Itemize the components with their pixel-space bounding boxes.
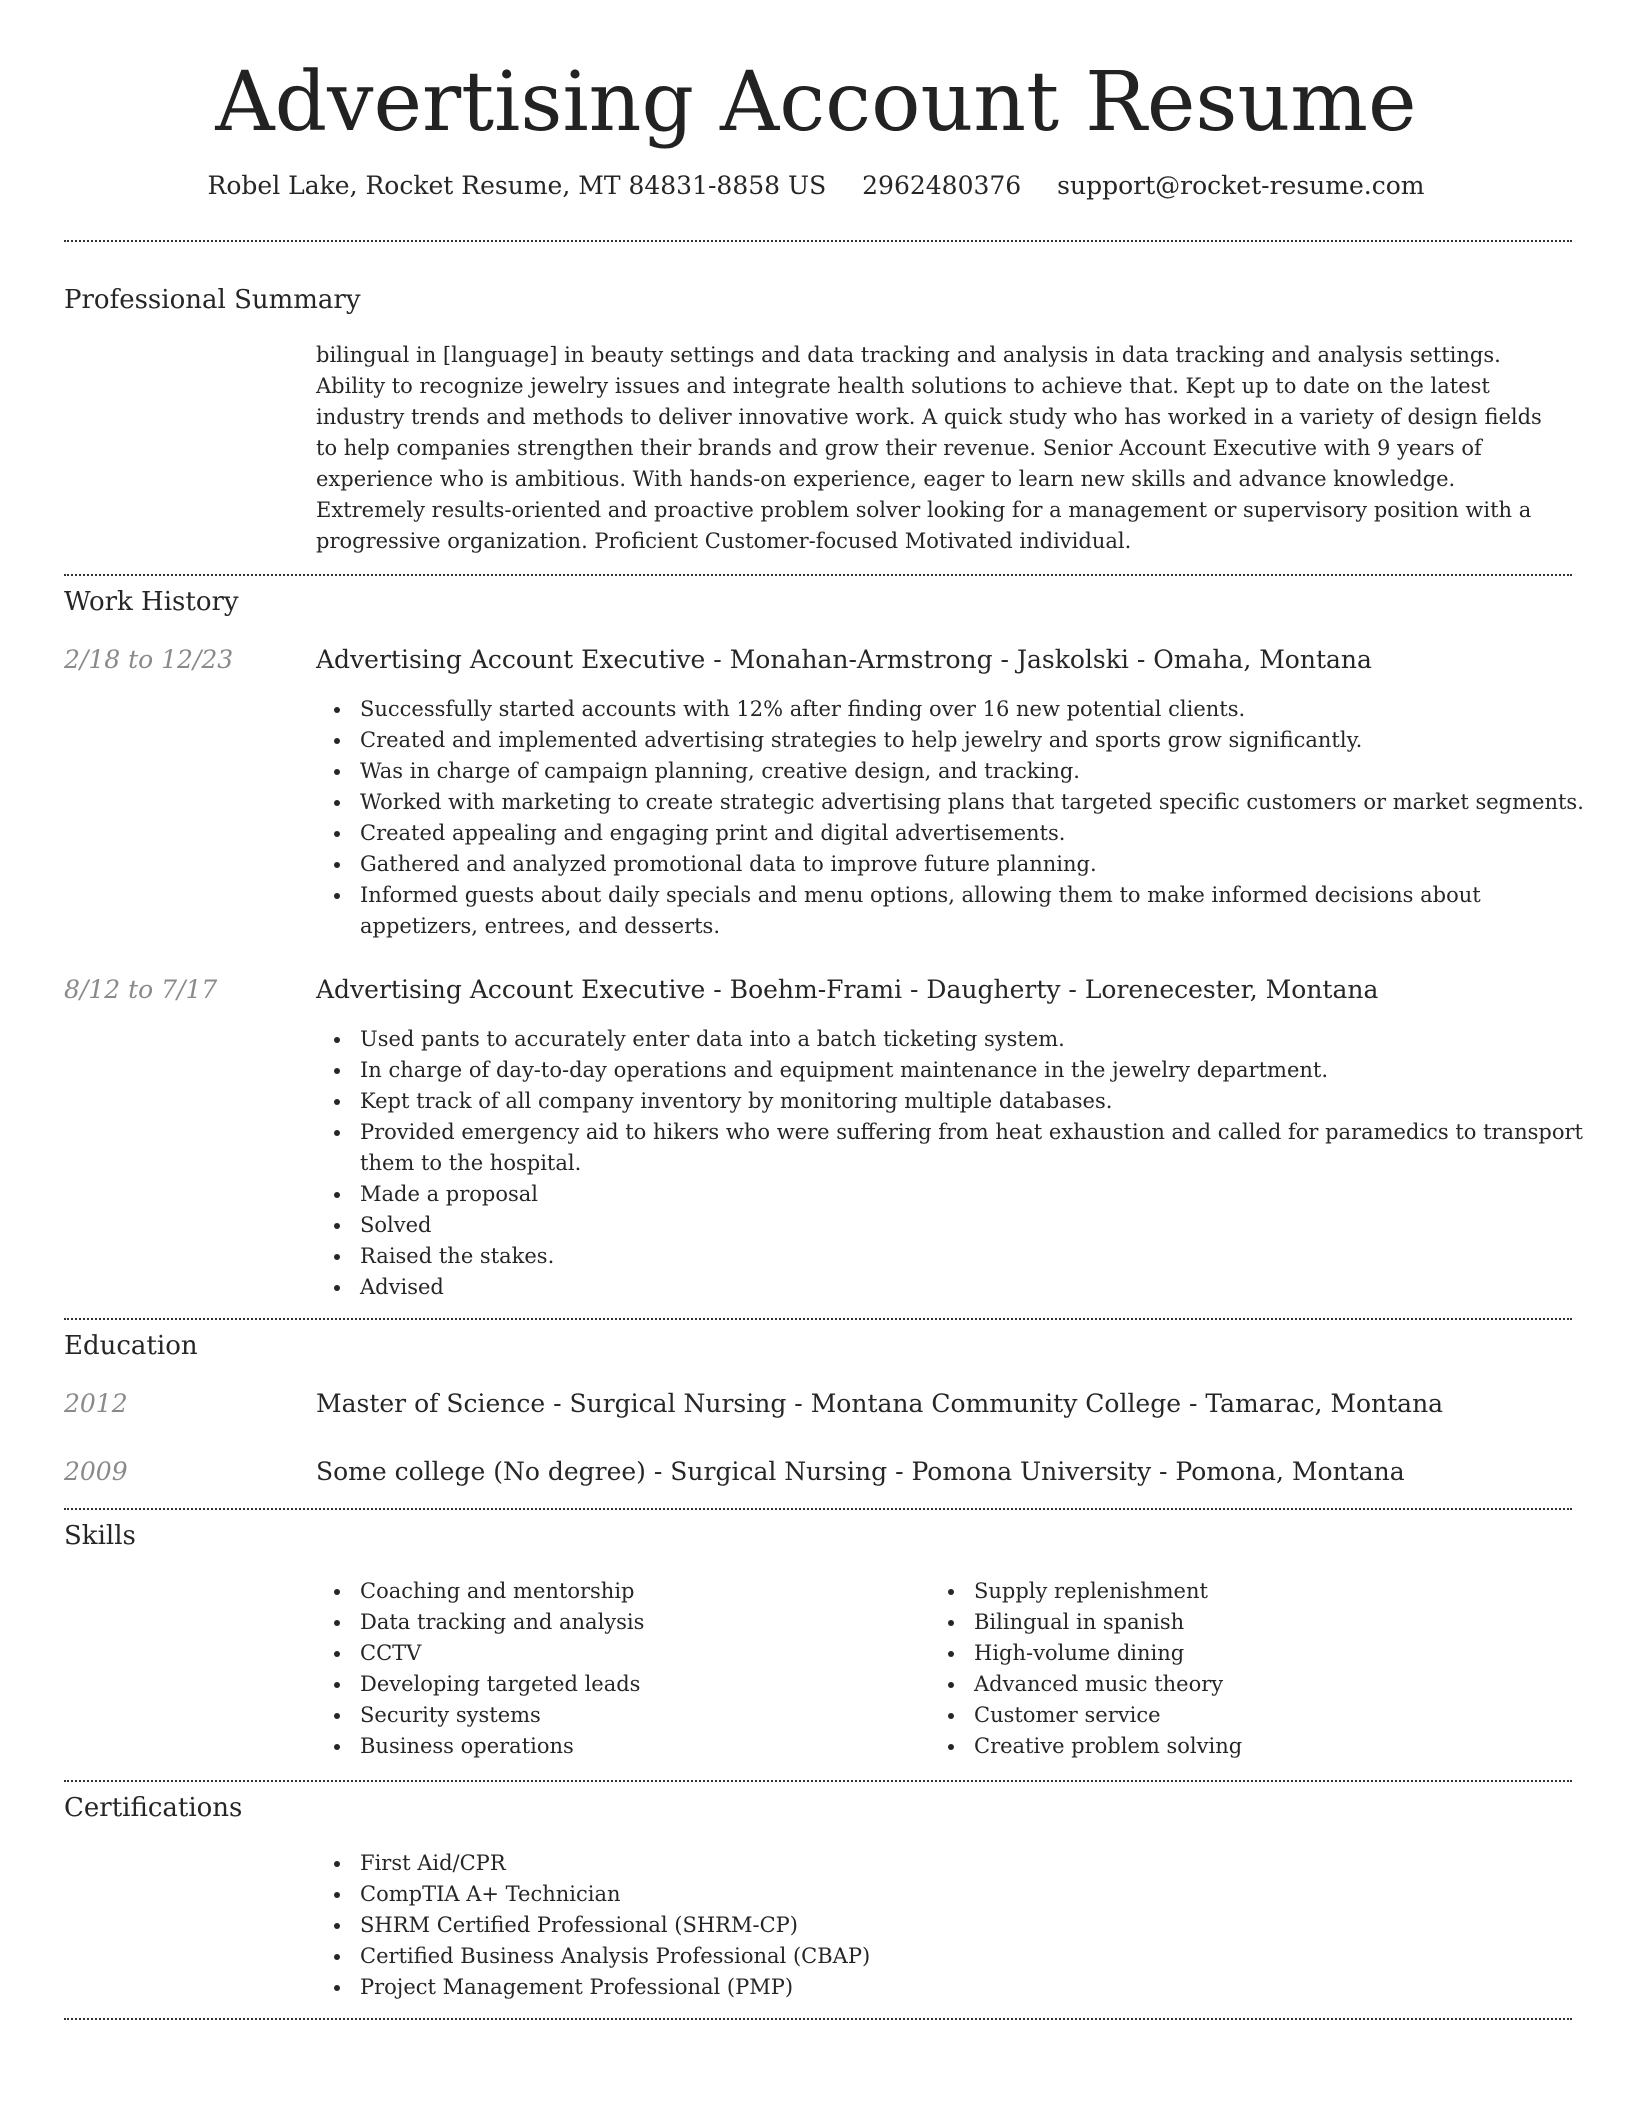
list-item: Provided emergency aid to hikers who were suffering from heat exhaustion and called for paramedics to transport them to the hospital. [360, 1117, 1600, 1179]
contact-address: Robel Lake, Rocket Resume, MT 84831-8858 US [207, 171, 827, 200]
certifications-list [316, 1848, 1600, 2003]
divider [64, 1508, 1572, 1510]
list-item: Advanced music theory [974, 1669, 1574, 1700]
list-item: Data tracking and analysis [360, 1607, 920, 1638]
list-item: SHRM Certified Professional (SHRM-CP) [360, 1910, 1600, 1941]
list-item: Created appealing and engaging print and digital advertisements. [360, 818, 1600, 849]
job-1-heading: Advertising Account Executive - Monahan-Armstrong - Jaskolski - Omaha, Montana [316, 645, 1372, 674]
work-section-title: Work History [64, 587, 239, 617]
list-item: Worked with marketing to create strategic advertising plans that targeted specific customers or market segments. [360, 787, 1600, 818]
list-item: Raised the stakes. [360, 1241, 1600, 1272]
list-item: First Aid/CPR [360, 1848, 1600, 1879]
list-item: Bilingual in spanish [974, 1607, 1574, 1638]
list-item: In charge of day-to-day operations and equipment maintenance in the jewelry department. [360, 1055, 1600, 1086]
skills-list-left [316, 1576, 920, 1762]
education-2-text: Some college (No degree) - Surgical Nursing - Pomona University - Pomona, Montana [316, 1457, 1405, 1486]
list-item: Gathered and analyzed promotional data to improve future planning. [360, 849, 1600, 880]
list-item: Developing targeted leads [360, 1669, 920, 1700]
divider [64, 1318, 1572, 1320]
resume-title: Advertising Account Resume [215, 55, 1417, 150]
summary-section-title: Professional Summary [64, 285, 361, 315]
divider [64, 574, 1572, 576]
list-item: Successfully started accounts with 12% after finding over 16 new potential clients. [360, 694, 1600, 725]
list-item: CompTIA A+ Technician [360, 1879, 1600, 1910]
summary-text: bilingual in [language] in beauty settings and data tracking and analysis in data tracking and analysis settings. Ability to recognize jewelry issues and integrate health solutions to achieve that. Kept up to date on the latest industry trends and methods to deliver innovative work. A quick study who has worked in a variety of design fields to help companies strengthen their brands and grow their revenue. Senior Account Executive with 9 years of experience who is ambitious. With hands-on experience, eager to learn new skills and advance knowledge. Extremely results-oriented and proactive problem solver looking for a management or supervisory position with a progressive organization. Proficient Customer-focused Motivated individual. [316, 343, 1542, 553]
job-2-dates: 8/12 to 7/17 [64, 975, 218, 1004]
list-item: Supply replenishment [974, 1576, 1574, 1607]
education-1-text: Master of Science - Surgical Nursing - Montana Community College - Tamarac, Montana [316, 1389, 1444, 1418]
list-item: Creative problem solving [974, 1731, 1574, 1762]
job-1-bullets [316, 694, 1600, 942]
list-item: Certified Business Analysis Professional (CBAP) [360, 1941, 1600, 1972]
list-item: Created and implemented advertising strategies to help jewelry and sports grow significantly. [360, 725, 1600, 756]
skills-section-title: Skills [64, 1521, 136, 1551]
job-2-heading: Advertising Account Executive - Boehm-Frami - Daugherty - Lorenecester, Montana [316, 975, 1379, 1004]
list-item: Project Management Professional (PMP) [360, 1972, 1600, 2003]
contact-phone: 2962480376 [862, 171, 1022, 200]
divider [64, 240, 1572, 242]
certifications-section-title: Certifications [64, 1793, 243, 1823]
list-item: Used pants to accurately enter data into a batch ticketing system. [360, 1024, 1600, 1055]
education-section-title: Education [64, 1331, 198, 1361]
divider [64, 2018, 1572, 2020]
list-item: Solved [360, 1210, 1600, 1241]
list-item: CCTV [360, 1638, 920, 1669]
education-2-year: 2009 [64, 1457, 128, 1486]
job-2-bullets [316, 1024, 1600, 1303]
list-item: Security systems [360, 1700, 920, 1731]
list-item: Customer service [974, 1700, 1574, 1731]
list-item: Advised [360, 1272, 1600, 1303]
list-item: Kept track of all company inventory by monitoring multiple databases. [360, 1086, 1600, 1117]
education-1-year: 2012 [64, 1389, 128, 1418]
list-item: Business operations [360, 1731, 920, 1762]
list-item: Coaching and mentorship [360, 1576, 920, 1607]
contact-line [0, 168, 1632, 204]
list-item: Informed guests about daily specials and menu options, allowing them to make informed decisions about appetizers, entrees, and desserts. [360, 880, 1600, 942]
divider [64, 1780, 1572, 1782]
list-item: High-volume dining [974, 1638, 1574, 1669]
skills-list-right [930, 1576, 1574, 1762]
job-1-dates: 2/18 to 12/23 [64, 645, 234, 674]
list-item: Was in charge of campaign planning, creative design, and tracking. [360, 756, 1600, 787]
list-item: Made a proposal [360, 1179, 1600, 1210]
contact-email: support@rocket-resume.com [1057, 171, 1425, 200]
